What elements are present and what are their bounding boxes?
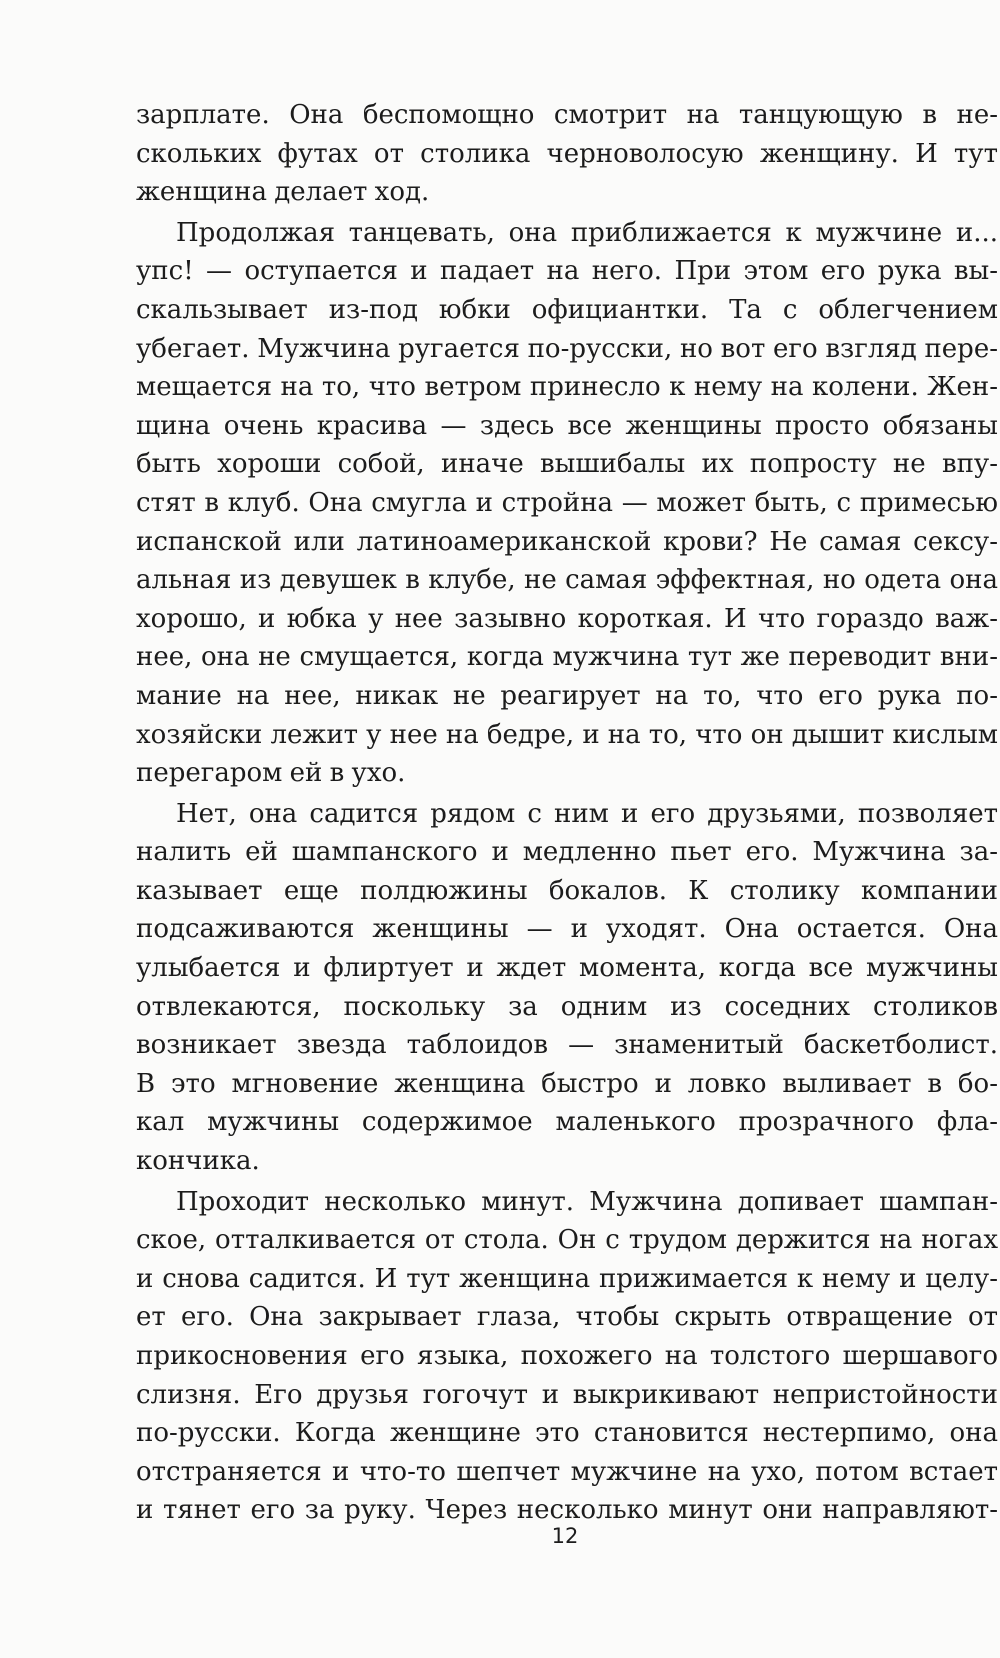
text-line: убегает. Мужчина ругается по-русски, но вот его взгляд пере- [136, 333, 998, 364]
text-line: Нет, она садится рядом с ним и его друзьями, позволяет [176, 798, 998, 829]
text-line: подсаживаются женщины — и уходят. Она остается. Она [136, 914, 998, 945]
text-line: Проходит несколько минут. Мужчина допивает шампан- [176, 1186, 998, 1217]
text-line: мание на нее, никак не реагирует на то, что его рука по- [136, 680, 998, 711]
page-number: 12 [551, 1524, 579, 1548]
paragraph [136, 1183, 998, 1530]
paragraph [136, 214, 998, 793]
text-line: улыбается и флиртует и ждет момента, когда все мужчины [136, 953, 998, 984]
text-line: перегаром ей в ухо. [136, 758, 406, 789]
text-line: альная из девушек в клубе, не самая эффектная, но одета она [136, 565, 998, 596]
text-line: кал мужчины содержимое маленького прозрачного фла- [136, 1107, 998, 1138]
text-line: скольких футах от столика черноволосую женщину. И тут [136, 138, 998, 169]
text-line: возникает звезда таблоидов — знаменитый баскетболист. [136, 1030, 998, 1061]
text-line: казывает еще полдюжины бокалов. К столику компании [136, 875, 998, 906]
text-line: и снова садится. И тут женщина прижимается к нему и целу- [136, 1263, 998, 1294]
paragraph [136, 96, 998, 212]
text-line: прикосновения его языка, похожего на толстого шершавого [136, 1341, 998, 1371]
text-line: Продолжая танцевать, она приближается к мужчине и... [176, 217, 998, 248]
text-line: стят в клуб. Она смугла и стройна — может быть, с примесью [136, 487, 998, 518]
text-line: мещается на то, что ветром принесло к нему на колени. Жен- [136, 372, 998, 403]
text-line: по-русски. Когда женщине это становится нестерпимо, она [136, 1418, 998, 1449]
text-line: и тянет его за руку. Через несколько минут они направляют- [136, 1495, 998, 1526]
text-line: отвлекаются, поскольку за одним из соседних столиков [136, 991, 998, 1022]
text-line: ское, отталкивается от стола. Он с трудом держится на ногах [136, 1225, 998, 1256]
text-line: женщина делает ход. [136, 177, 430, 208]
text-line: упс! — оступается и падает на него. При этом его рука вы- [136, 256, 998, 287]
text-line: В это мгновение женщина быстро и ловко выливает в бо- [136, 1068, 998, 1099]
text-line: хозяйски лежит у нее на бедре, и на то, что он дышит кислым [136, 719, 998, 750]
body-text [136, 96, 998, 1532]
text-line: кончика. [136, 1146, 260, 1177]
paragraph [136, 795, 998, 1181]
text-line: отстраняется и что-то шепчет мужчине на ухо, потом встает [136, 1456, 998, 1487]
text-line: хорошо, и юбка у нее зазывно короткая. И что гораздо важ- [136, 603, 998, 634]
text-line: зарплате. Она беспомощно смотрит на танцующую в не- [136, 100, 998, 130]
text-line: ет его. Она закрывает глаза, чтобы скрыть отвращение от [136, 1302, 998, 1333]
text-line: налить ей шампанского и медленно пьет его. Мужчина за- [136, 837, 998, 868]
text-line: щина очень красива — здесь все женщины просто обязаны [136, 410, 998, 441]
text-line: слизня. Его друзья гогочут и выкрикивают непристойности [136, 1379, 998, 1410]
text-line: нее, она не смущается, когда мужчина тут же переводит вни- [136, 642, 998, 673]
text-line: испанской или латиноамериканской крови? Не самая сексу- [136, 526, 998, 557]
text-line: быть хороши собой, иначе вышибалы их попросту не впу- [136, 449, 998, 480]
text-line: скальзывает из-под юбки официантки. Та с облегчением [136, 294, 998, 325]
